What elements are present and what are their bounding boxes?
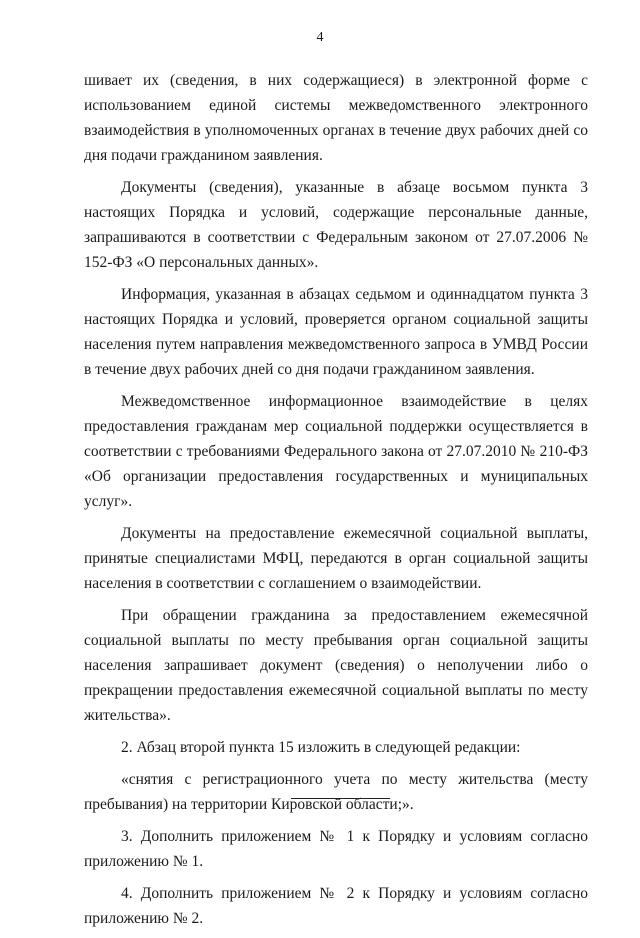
paragraph-umvd-request: Информация, указанная в абзацах седьмом и одиннадцатом пункта 3 настоящих Порядка и условий, проверяется органом социальной защиты населения путем направления межведомственного запроса в УМВД России в течение двух рабочих дней со дня подачи гражданином заявления. [84,286,588,378]
paragraph-continuation: шивает их (сведения, в них содержащиеся) в электронной форме с использованием единой системы межведомственного электронного взаимодействия в уполномоченных органах в течение двух рабочих дней со дня подачи гражданином заявления. [84,72,588,164]
document-body [84,68,588,938]
page-number: 4 [316,30,324,45]
paragraph-mfc-documents: Документы на предоставление ежемесячной социальной выплаты, принятые специалистами МФЦ, передаются в орган социальной защиты населения в соответствии с соглашением о взаимодействии. [84,525,588,592]
paragraph-place-of-stay: При обращении гражданина за предоставлением ежемесячной социальной выплаты по месту пребывания орган социальной защиты населения запрашивает документ (сведения) о неполучении либо о прекращении предоставления ежемесячной социальной выплаты по месту жительства». [84,607,588,724]
paragraph-item-4: 4. Дополнить приложением № 2 к Порядку и условиям согласно приложению № 2. [84,885,588,927]
paragraph-item-3: 3. Дополнить приложением № 1 к Порядку и условиям согласно приложению № 1. [84,828,588,870]
paragraph-interagency-interaction: Межведомственное информационное взаимодействие в целях предоставления гражданам мер социальной поддержки осуществляется в соответствии с требованиями Федерального закона от 27.07.2010 № 210-ФЗ «Об организации предоставления государственных и муниципальных услуг». [84,393,588,510]
paragraph-item-2: 2. Абзац второй пункта 15 изложить в следующей редакции: [121,739,521,756]
paragraph-personal-data: Документы (сведения), указанные в абзаце восьмом пункта 3 настоящих Порядка и условий, содержащие персональные данные, запрашиваются в соответствии с Федеральным законом от 27.07.2006 № 152-ФЗ «О персональных данных». [84,179,588,271]
paragraph-item-2-quote: «снятия с регистрационного учета по месту жительства (месту пребывания) на территории Кировской области;». [84,771,588,813]
end-divider [291,798,390,799]
